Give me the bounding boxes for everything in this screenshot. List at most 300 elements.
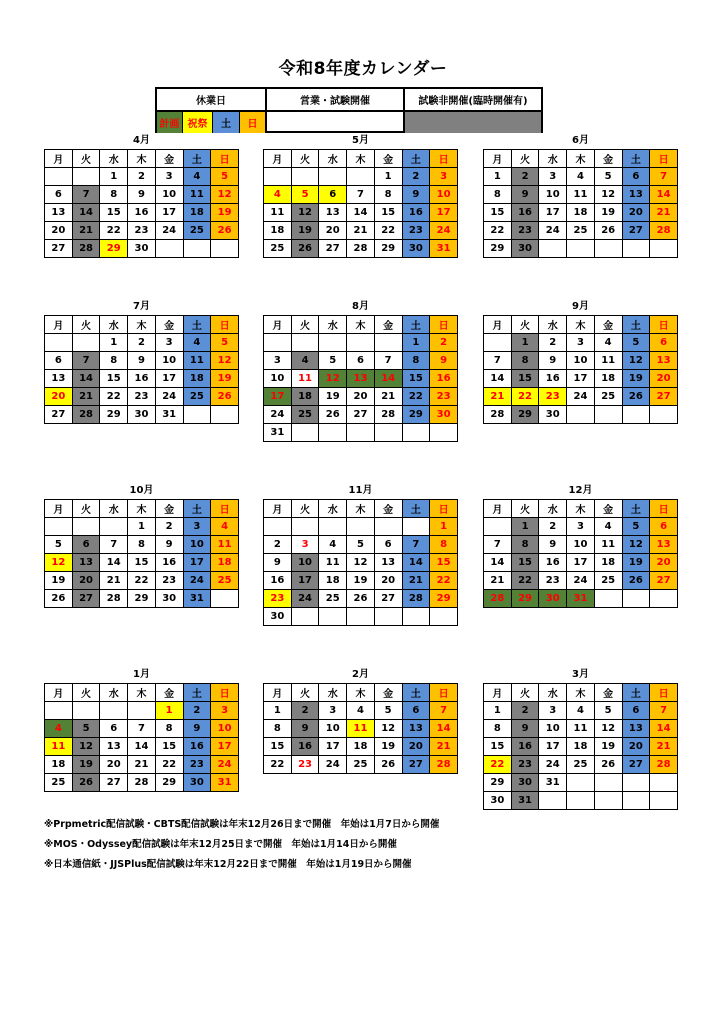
- day-cell: 28: [402, 590, 430, 608]
- day-cell: 9: [264, 554, 292, 572]
- day-cell: 21: [650, 738, 678, 756]
- day-cell: 15: [155, 738, 183, 756]
- day-cell: 29: [484, 240, 512, 258]
- day-cell: [347, 334, 375, 352]
- day-cell: 19: [45, 572, 73, 590]
- legend-table: [155, 87, 543, 133]
- day-cell: 23: [155, 572, 183, 590]
- legend-holiday-header: 休業日: [157, 89, 267, 110]
- month-calendar: [483, 299, 678, 424]
- weekday-header: 金: [594, 150, 622, 168]
- day-cell: 24: [183, 572, 211, 590]
- day-cell: 26: [594, 222, 622, 240]
- day-cell: 9: [430, 352, 458, 370]
- day-cell: 5: [291, 186, 319, 204]
- day-cell: 3: [567, 334, 595, 352]
- day-cell: 18: [594, 554, 622, 572]
- weekday-header: 金: [374, 500, 402, 518]
- day-cell: [567, 406, 595, 424]
- day-cell: 25: [211, 572, 239, 590]
- day-cell: 16: [402, 204, 430, 222]
- day-cell: 12: [594, 720, 622, 738]
- day-cell: 18: [264, 222, 292, 240]
- day-cell: 11: [319, 554, 347, 572]
- weekday-header: 火: [291, 150, 319, 168]
- day-cell: 7: [484, 352, 512, 370]
- month-calendar: [44, 483, 239, 608]
- day-cell: 7: [72, 186, 100, 204]
- weekday-header: 月: [484, 150, 512, 168]
- day-cell: 11: [567, 720, 595, 738]
- legend-holiday-swatches: [157, 112, 267, 133]
- day-cell: 22: [100, 222, 128, 240]
- day-cell: 2: [264, 536, 292, 554]
- day-cell: 9: [128, 352, 156, 370]
- weekday-header: 火: [511, 500, 539, 518]
- day-cell: 4: [45, 720, 73, 738]
- day-cell: 23: [430, 388, 458, 406]
- day-cell: 28: [430, 756, 458, 774]
- day-cell: 21: [402, 572, 430, 590]
- weekday-header: 水: [319, 150, 347, 168]
- day-cell: [72, 702, 100, 720]
- day-cell: 3: [319, 702, 347, 720]
- day-cell: [45, 702, 73, 720]
- day-cell: 10: [539, 720, 567, 738]
- day-cell: [319, 424, 347, 442]
- weekday-header: 月: [264, 500, 292, 518]
- day-cell: 25: [319, 590, 347, 608]
- day-cell: 24: [155, 388, 183, 406]
- weekday-header: 火: [72, 684, 100, 702]
- day-cell: [291, 608, 319, 626]
- day-cell: 22: [128, 572, 156, 590]
- weekday-header: 月: [45, 500, 73, 518]
- day-cell: [347, 168, 375, 186]
- day-cell: 24: [539, 222, 567, 240]
- weekday-header: 土: [622, 150, 650, 168]
- day-cell: 10: [567, 536, 595, 554]
- day-cell: 10: [183, 536, 211, 554]
- day-cell: 1: [264, 702, 292, 720]
- day-cell: 8: [264, 720, 292, 738]
- day-cell: 14: [374, 370, 402, 388]
- month-title: 10月: [129, 485, 154, 496]
- weekday-header: 土: [402, 150, 430, 168]
- day-cell: 26: [72, 774, 100, 792]
- day-cell: 10: [264, 370, 292, 388]
- day-cell: 19: [72, 756, 100, 774]
- day-cell: 12: [594, 186, 622, 204]
- day-cell: [622, 590, 650, 608]
- day-cell: 26: [211, 388, 239, 406]
- day-cell: 21: [484, 572, 512, 590]
- weekday-header: 日: [430, 684, 458, 702]
- day-cell: 8: [511, 536, 539, 554]
- month-calendar: [44, 299, 239, 424]
- day-cell: [402, 424, 430, 442]
- day-cell: 3: [430, 168, 458, 186]
- day-cell: 1: [511, 334, 539, 352]
- day-cell: 8: [100, 352, 128, 370]
- day-cell: 20: [622, 204, 650, 222]
- day-cell: 9: [183, 720, 211, 738]
- day-cell: 26: [594, 756, 622, 774]
- day-cell: 20: [347, 388, 375, 406]
- day-cell: 14: [650, 720, 678, 738]
- day-cell: 5: [211, 168, 239, 186]
- day-cell: 10: [567, 352, 595, 370]
- weekday-header: 水: [100, 150, 128, 168]
- day-cell: [45, 334, 73, 352]
- day-cell: [72, 168, 100, 186]
- day-cell: 15: [100, 370, 128, 388]
- day-cell: 18: [347, 738, 375, 756]
- day-cell: [264, 334, 292, 352]
- day-cell: 19: [319, 388, 347, 406]
- day-cell: 25: [45, 774, 73, 792]
- day-cell: 4: [567, 702, 595, 720]
- day-cell: 20: [402, 738, 430, 756]
- day-cell: 6: [622, 168, 650, 186]
- weekday-header: 水: [319, 684, 347, 702]
- weekday-header: 土: [622, 684, 650, 702]
- day-cell: [650, 590, 678, 608]
- note-line: ※Prpmetric配信試験・CBTS配信試験は年末12月26日まで開催 年始は1月7日から開催: [44, 819, 440, 830]
- day-cell: 2: [539, 518, 567, 536]
- day-cell: 29: [511, 406, 539, 424]
- day-cell: 15: [264, 738, 292, 756]
- month-calendar: [263, 483, 458, 626]
- day-cell: 1: [100, 168, 128, 186]
- day-cell: 31: [183, 590, 211, 608]
- weekday-header: 金: [155, 684, 183, 702]
- day-cell: 27: [622, 756, 650, 774]
- weekday-header: 木: [567, 150, 595, 168]
- weekday-header: 金: [594, 684, 622, 702]
- day-cell: 18: [45, 756, 73, 774]
- day-cell: 21: [347, 222, 375, 240]
- weekday-header: 水: [539, 316, 567, 334]
- day-cell: 12: [72, 738, 100, 756]
- day-cell: 11: [291, 370, 319, 388]
- day-cell: 5: [319, 352, 347, 370]
- month-title: 6月: [572, 135, 589, 146]
- weekday-header: 日: [430, 316, 458, 334]
- page-title: 令和8年度カレンダー: [278, 59, 448, 79]
- day-cell: 24: [291, 590, 319, 608]
- day-cell: 28: [347, 240, 375, 258]
- day-cell: 26: [211, 222, 239, 240]
- day-cell: 27: [45, 406, 73, 424]
- day-cell: 20: [45, 388, 73, 406]
- day-cell: 20: [622, 738, 650, 756]
- day-cell: 2: [128, 168, 156, 186]
- weekday-header: 金: [155, 316, 183, 334]
- day-cell: [211, 590, 239, 608]
- day-cell: [347, 424, 375, 442]
- weekday-header: 木: [567, 500, 595, 518]
- day-cell: 24: [539, 756, 567, 774]
- day-cell: 16: [155, 554, 183, 572]
- day-cell: 1: [511, 518, 539, 536]
- day-cell: 13: [45, 370, 73, 388]
- day-cell: 6: [402, 702, 430, 720]
- weekday-header: 土: [622, 500, 650, 518]
- weekday-header: 木: [128, 316, 156, 334]
- day-cell: 11: [211, 536, 239, 554]
- day-cell: 30: [183, 774, 211, 792]
- weekday-header: 水: [100, 500, 128, 518]
- day-cell: 10: [319, 720, 347, 738]
- weekday-header: 火: [72, 500, 100, 518]
- day-cell: 26: [45, 590, 73, 608]
- day-cell: [650, 240, 678, 258]
- day-cell: [594, 406, 622, 424]
- day-cell: 3: [155, 334, 183, 352]
- legend-no-exam-header: 試験非開催(臨時開催有): [418, 96, 528, 107]
- day-cell: 29: [402, 406, 430, 424]
- day-cell: 28: [128, 774, 156, 792]
- day-cell: 15: [511, 554, 539, 572]
- weekday-header: 月: [484, 684, 512, 702]
- day-cell: 30: [484, 792, 512, 810]
- day-cell: 16: [430, 370, 458, 388]
- day-cell: 21: [484, 388, 512, 406]
- month-calendar: [263, 299, 458, 442]
- day-cell: 8: [511, 352, 539, 370]
- day-cell: [100, 518, 128, 536]
- day-cell: 15: [484, 738, 512, 756]
- day-cell: 19: [347, 572, 375, 590]
- day-cell: 28: [484, 590, 512, 608]
- weekday-header: 水: [539, 500, 567, 518]
- day-cell: 19: [291, 222, 319, 240]
- day-cell: 12: [211, 186, 239, 204]
- month-title: 11月: [348, 485, 373, 496]
- day-cell: 18: [319, 572, 347, 590]
- day-cell: 21: [100, 572, 128, 590]
- legend-holiday-swatch: 祝祭: [183, 112, 213, 133]
- day-cell: 8: [484, 186, 512, 204]
- day-cell: 4: [291, 352, 319, 370]
- day-cell: 28: [72, 406, 100, 424]
- day-cell: 14: [430, 720, 458, 738]
- day-cell: 1: [128, 518, 156, 536]
- day-cell: 24: [264, 406, 292, 424]
- weekday-header: 土: [183, 316, 211, 334]
- day-cell: 2: [155, 518, 183, 536]
- weekday-header: 月: [45, 684, 73, 702]
- day-cell: [622, 406, 650, 424]
- day-cell: 31: [211, 774, 239, 792]
- day-cell: 27: [100, 774, 128, 792]
- day-cell: 11: [45, 738, 73, 756]
- weekday-header: 月: [45, 150, 73, 168]
- day-cell: 6: [650, 518, 678, 536]
- day-cell: 17: [567, 370, 595, 388]
- day-cell: 10: [211, 720, 239, 738]
- day-cell: 26: [291, 240, 319, 258]
- day-cell: [211, 240, 239, 258]
- day-cell: 4: [211, 518, 239, 536]
- weekday-header: 日: [650, 684, 678, 702]
- weekday-header: 金: [374, 150, 402, 168]
- weekday-header: 木: [128, 684, 156, 702]
- day-cell: 6: [45, 352, 73, 370]
- day-cell: 1: [430, 518, 458, 536]
- day-cell: [402, 518, 430, 536]
- weekday-header: 日: [650, 316, 678, 334]
- day-cell: 31: [567, 590, 595, 608]
- day-cell: 25: [291, 406, 319, 424]
- day-cell: [72, 518, 100, 536]
- day-cell: 22: [511, 388, 539, 406]
- weekday-header: 月: [264, 150, 292, 168]
- day-cell: 10: [291, 554, 319, 572]
- day-cell: 8: [100, 186, 128, 204]
- day-cell: 30: [511, 240, 539, 258]
- day-cell: 13: [319, 204, 347, 222]
- weekday-header: 日: [211, 316, 239, 334]
- day-cell: 15: [430, 554, 458, 572]
- day-cell: 6: [374, 536, 402, 554]
- day-cell: 9: [511, 720, 539, 738]
- day-cell: 23: [291, 756, 319, 774]
- weekday-header: 水: [539, 150, 567, 168]
- day-cell: 25: [594, 388, 622, 406]
- day-cell: 2: [128, 334, 156, 352]
- day-cell: [291, 168, 319, 186]
- day-cell: 2: [511, 168, 539, 186]
- month-title: 3月: [572, 669, 589, 680]
- weekday-header: 火: [72, 150, 100, 168]
- day-cell: 27: [374, 590, 402, 608]
- weekday-header: 日: [430, 500, 458, 518]
- day-cell: 17: [430, 204, 458, 222]
- day-cell: 28: [650, 756, 678, 774]
- day-cell: 21: [128, 756, 156, 774]
- day-cell: 9: [128, 186, 156, 204]
- day-cell: 30: [128, 240, 156, 258]
- day-cell: 13: [45, 204, 73, 222]
- weekday-header: 木: [347, 684, 375, 702]
- day-cell: 30: [430, 406, 458, 424]
- weekday-header: 火: [511, 150, 539, 168]
- day-cell: 18: [291, 388, 319, 406]
- day-cell: 29: [374, 240, 402, 258]
- day-cell: 1: [402, 334, 430, 352]
- day-cell: 12: [319, 370, 347, 388]
- day-cell: 16: [511, 204, 539, 222]
- day-cell: 22: [402, 388, 430, 406]
- day-cell: 27: [319, 240, 347, 258]
- day-cell: 20: [650, 370, 678, 388]
- day-cell: 30: [264, 608, 292, 626]
- day-cell: [347, 608, 375, 626]
- day-cell: 4: [594, 334, 622, 352]
- day-cell: [291, 334, 319, 352]
- day-cell: 4: [183, 334, 211, 352]
- day-cell: 6: [650, 334, 678, 352]
- day-cell: 4: [594, 518, 622, 536]
- day-cell: 13: [650, 352, 678, 370]
- day-cell: 21: [430, 738, 458, 756]
- day-cell: 5: [72, 720, 100, 738]
- weekday-header: 金: [594, 316, 622, 334]
- weekday-header: 火: [291, 684, 319, 702]
- day-cell: 9: [291, 720, 319, 738]
- day-cell: 7: [347, 186, 375, 204]
- day-cell: 29: [484, 774, 512, 792]
- weekday-header: 火: [72, 316, 100, 334]
- weekday-header: 日: [430, 150, 458, 168]
- day-cell: 3: [264, 352, 292, 370]
- day-cell: 31: [511, 792, 539, 810]
- day-cell: 19: [211, 204, 239, 222]
- day-cell: 11: [183, 352, 211, 370]
- weekday-header: 木: [128, 150, 156, 168]
- weekday-header: 日: [211, 150, 239, 168]
- day-cell: 23: [183, 756, 211, 774]
- day-cell: 9: [539, 352, 567, 370]
- day-cell: 15: [128, 554, 156, 572]
- day-cell: 23: [511, 756, 539, 774]
- weekday-header: 金: [155, 500, 183, 518]
- day-cell: 24: [567, 388, 595, 406]
- day-cell: 7: [484, 536, 512, 554]
- day-cell: 30: [539, 590, 567, 608]
- day-cell: 23: [128, 222, 156, 240]
- day-cell: [183, 240, 211, 258]
- month-calendar: [483, 483, 678, 608]
- day-cell: 9: [402, 186, 430, 204]
- day-cell: 18: [211, 554, 239, 572]
- day-cell: 22: [430, 572, 458, 590]
- weekday-header: 火: [511, 684, 539, 702]
- day-cell: 13: [347, 370, 375, 388]
- day-cell: 26: [347, 590, 375, 608]
- day-cell: 6: [347, 352, 375, 370]
- day-cell: 23: [402, 222, 430, 240]
- day-cell: 28: [374, 406, 402, 424]
- day-cell: 19: [622, 370, 650, 388]
- day-cell: 21: [374, 388, 402, 406]
- day-cell: 30: [402, 240, 430, 258]
- day-cell: 20: [100, 756, 128, 774]
- day-cell: 8: [484, 720, 512, 738]
- weekday-header: 金: [594, 500, 622, 518]
- day-cell: [319, 168, 347, 186]
- day-cell: 16: [291, 738, 319, 756]
- day-cell: [374, 518, 402, 536]
- day-cell: [567, 240, 595, 258]
- day-cell: 1: [484, 702, 512, 720]
- day-cell: [72, 334, 100, 352]
- day-cell: 17: [539, 204, 567, 222]
- weekday-header: 土: [402, 500, 430, 518]
- day-cell: 23: [539, 388, 567, 406]
- day-cell: [622, 240, 650, 258]
- day-cell: 11: [347, 720, 375, 738]
- day-cell: 5: [374, 702, 402, 720]
- day-cell: 31: [155, 406, 183, 424]
- day-cell: 12: [291, 204, 319, 222]
- day-cell: 5: [594, 168, 622, 186]
- legend-header-row: [157, 89, 541, 112]
- day-cell: 29: [511, 590, 539, 608]
- weekday-header: 土: [183, 684, 211, 702]
